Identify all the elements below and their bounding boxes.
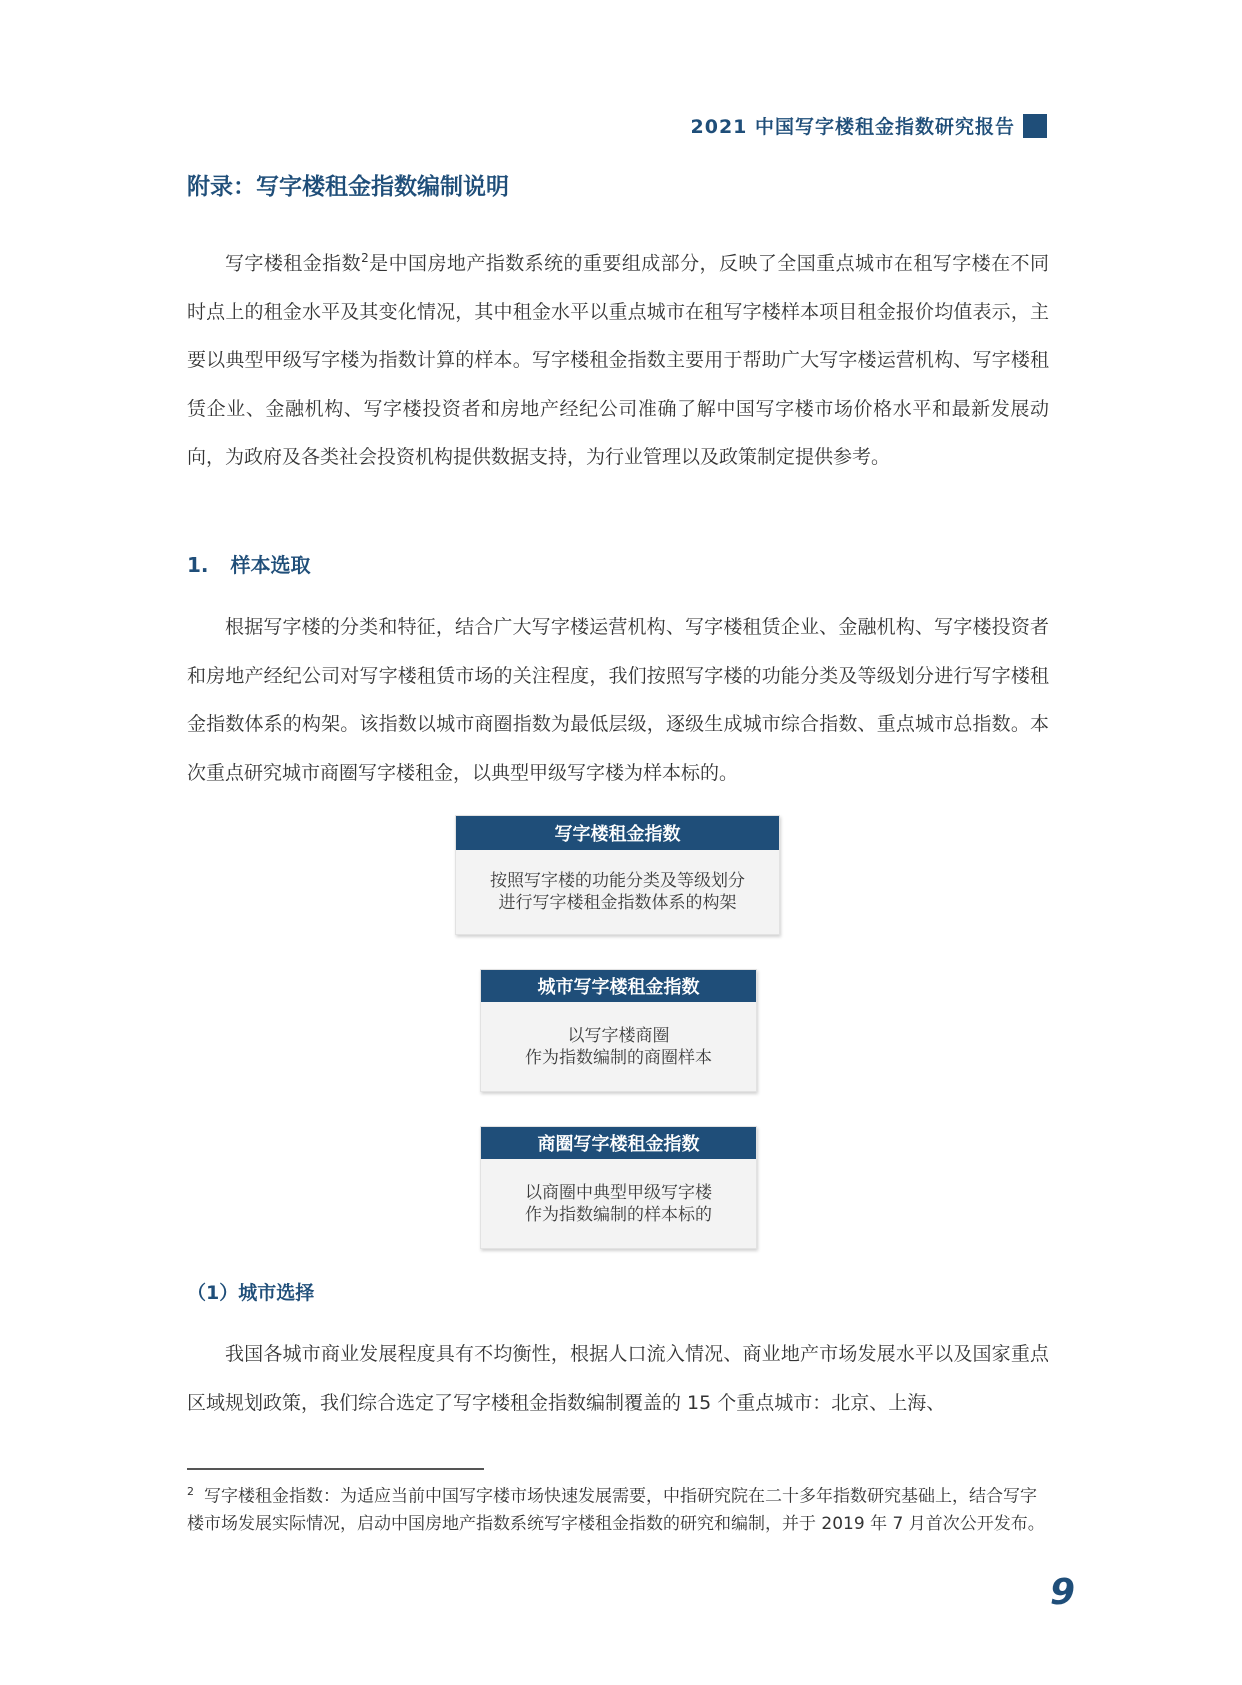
page-number: 9 (1049, 1572, 1075, 1613)
appendix-title: 附录：写字楼租金指数编制说明 (187, 174, 509, 200)
diagram-box-body (481, 1159, 756, 1248)
diagram-box-body (456, 850, 779, 934)
section-number: 1. (187, 553, 209, 577)
diagram-box-line: 作为指数编制的商圈样本 (525, 1047, 712, 1068)
intro-text: 是中国房地产指数系统的重要组成部分，反映了全国重点城市在租写字楼在不同时点上的租金水平及其变化情况，其中租金水平以重点城市在租写字楼样本项目租金报价均值表示，主要以典型甲级写字楼为指数计算的样本。写字楼租金指数主要用于帮助广大写字楼运营机构、写字楼租赁企业、金融机构、写字楼投资者和房地产经纪公司准确了解中国写字楼市场价格水平和最新发展动向，为政府及各类社会投资机构提供数据支持，为行业管理以及政策制定提供参考。 (187, 252, 1049, 469)
footnote-text: 写字楼租金指数：为适应当前中国写字楼市场快速发展需要，中指研究院在二十多年指数研究基础上，结合写字楼市场发展实际情况，启动中国房地产指数系统写字楼租金指数的研究和编制，并于 2019 年 7 月首次公开发布。 (187, 1486, 1045, 1534)
section-heading-sample (187, 549, 311, 578)
diagram-box-body (481, 1002, 756, 1091)
header-square-mark (1023, 114, 1047, 138)
footnote (187, 1478, 1047, 1538)
intro-lead: 写字楼租金指数 (225, 252, 362, 275)
footnote-divider (187, 1468, 484, 1470)
subsection-heading-city-selection: （1）城市选择 (187, 1282, 315, 1304)
diagram-box-city-index (480, 969, 757, 1092)
diagram-box-line: 按照写字楼的功能分类及等级划分 (490, 871, 745, 891)
diagram-box-line: 以商圈中典型甲级写字楼 (525, 1182, 712, 1203)
report-title: 2021 中国写字楼租金指数研究报告 (690, 116, 1015, 138)
diagram-box-district-index (480, 1126, 757, 1249)
intro-paragraph (187, 234, 1049, 482)
diagram-box-title: 写字楼租金指数 (456, 816, 779, 850)
diagram-box-title: 城市写字楼租金指数 (481, 970, 756, 1002)
page-header (691, 112, 1048, 139)
footnote-marker: 2 (187, 1485, 194, 1498)
sample-paragraph: 根据写字楼的分类和特征，结合广大写字楼运营机构、写字楼租赁企业、金融机构、写字楼投资者和房地产经纪公司对写字楼租赁市场的关注程度，我们按照写字楼的功能分类及等级划分进行写字楼租金指数体系的构架。该指数以城市商圈指数为最低层级，逐级生成城市综合指数、重点城市总指数。本次重点研究城市商圈写字楼租金，以典型甲级写字楼为样本标的。 (187, 616, 1049, 784)
diagram-box-line: 以写字楼商圈 (567, 1025, 670, 1046)
footnote-ref: 2 (361, 251, 369, 265)
diagram-box-line: 进行写字楼租金指数体系的构架 (498, 893, 737, 913)
diagram-box-title: 商圈写字楼租金指数 (481, 1127, 756, 1159)
diagram-box-line: 作为指数编制的样本标的 (525, 1204, 712, 1225)
section-title: 样本选取 (230, 553, 311, 577)
city-selection-paragraph: 我国各城市商业发展程度具有不均衡性，根据人口流入情况、商业地产市场发展水平以及国家重点区域规划政策，我们综合选定了写字楼租金指数编制覆盖的 15 个重点城市：北京、上海、 (187, 1343, 1049, 1414)
diagram-box-office-rent-index (455, 815, 780, 935)
